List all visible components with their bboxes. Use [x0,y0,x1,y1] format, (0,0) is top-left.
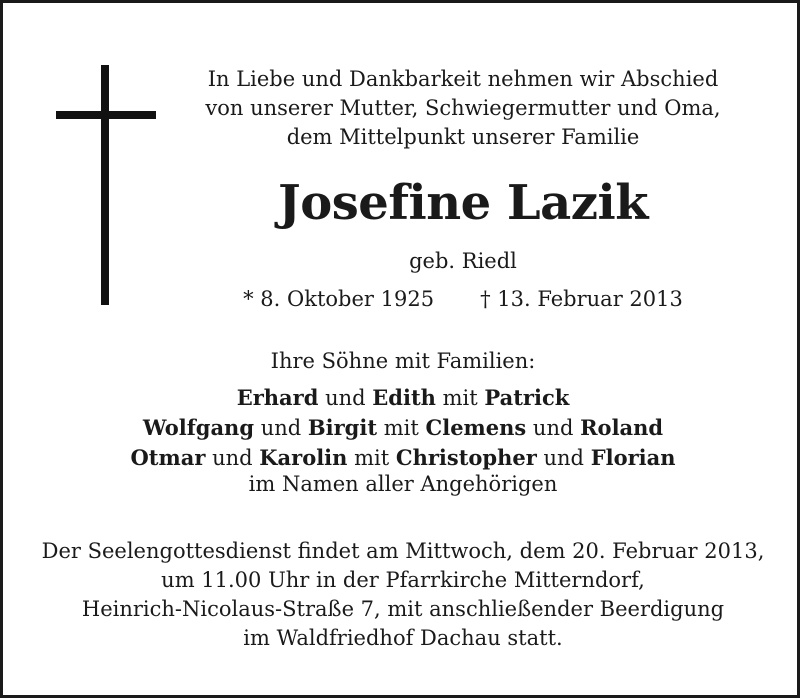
death-date: † 13. Februar 2013 [480,287,683,311]
intro-line: dem Mittelpunkt unserer Familie [286,125,640,149]
service-line: Heinrich-Nicolaus-Straße 7, mit anschließender Beerdigung [81,597,725,621]
family-row [3,383,800,413]
child-name: Florian [590,445,676,470]
son-name: Erhard [236,385,319,410]
connector-and: und [325,386,366,410]
child-name: Christopher [395,445,537,470]
life-dates [163,285,763,313]
spouse-name: Birgit [307,415,378,440]
family-row [3,413,800,443]
family-row [3,443,800,473]
maiden-name: geb. Riedl [409,249,517,273]
deceased-name: Josefine Lazik [278,175,648,231]
service-line: im Waldfriedhof Dachau statt. [243,626,563,650]
intro-text [163,65,763,152]
family-heading: Ihre Söhne mit Familien: [270,349,536,373]
child-name: Patrick [484,385,570,410]
family-closing: im Namen aller Angehörigen [248,472,558,496]
cross-icon-crossbar [56,111,156,119]
connector-with: mit [354,446,390,470]
connector-and: und [532,416,574,440]
service-line: um 11.00 Uhr in der Pfarrkirche Mitterndorf, [161,568,645,592]
connector-and: und [543,446,584,470]
spouse-name: Karolin [259,445,348,470]
birth-date: * 8. Oktober 1925 [243,287,435,311]
son-name: Wolfgang [142,415,255,440]
cross-icon [101,65,109,305]
child-name: Roland [580,415,664,440]
connector-and: und [260,416,302,440]
intro-line: In Liebe und Dankbarkeit nehmen wir Abschied [207,67,719,91]
son-name: Otmar [130,445,206,470]
family-list [3,383,800,473]
service-line: Der Seelengottesdienst findet am Mittwoch, dem 20. Februar 2013, [41,539,765,563]
connector-and: und [212,446,253,470]
connector-with: mit [383,416,419,440]
intro-line: von unserer Mutter, Schwiegermutter und Oma, [205,96,721,120]
spouse-name: Edith [372,385,436,410]
service-details [3,537,800,653]
connector-with: mit [442,386,478,410]
child-name: Clemens [425,415,527,440]
